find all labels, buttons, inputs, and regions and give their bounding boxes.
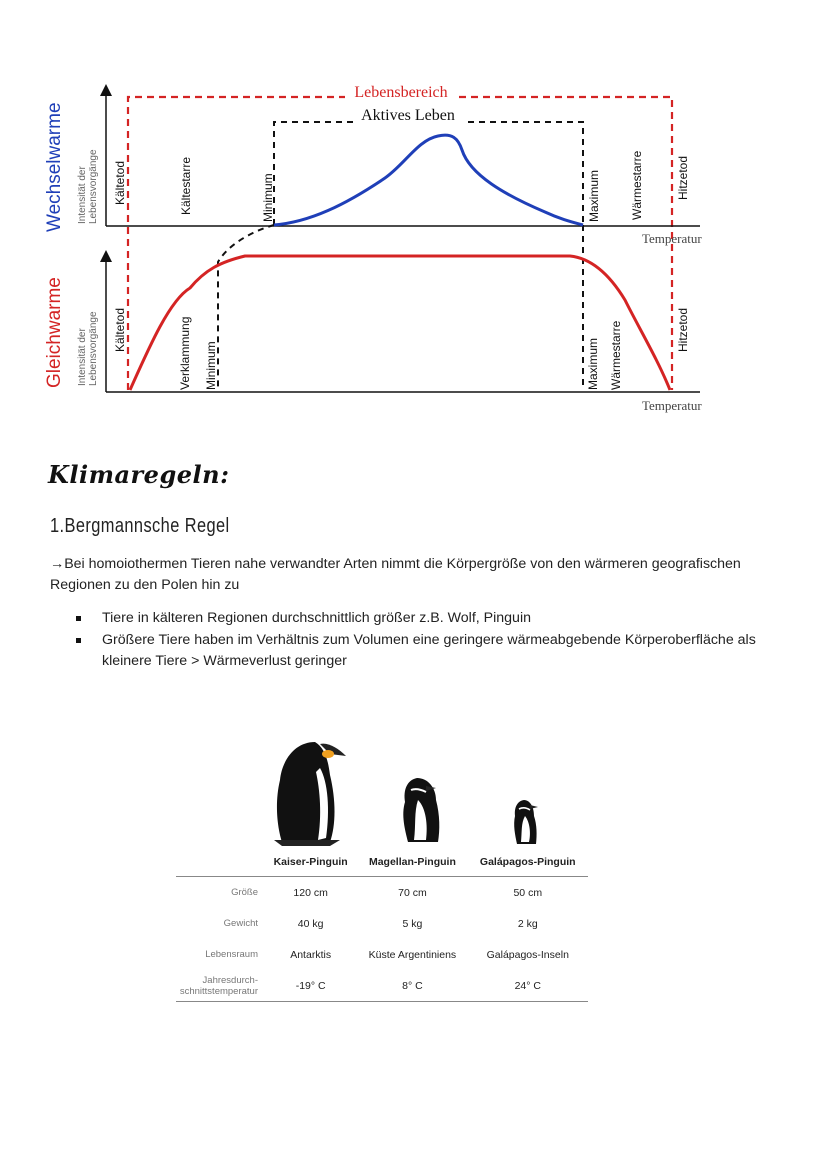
row-label: Größe <box>176 877 264 909</box>
aktives-leben-label: Aktives Leben <box>361 107 455 124</box>
row-label-line: schnittstemperatur <box>179 985 258 997</box>
magellan-pinguin-icon <box>403 778 439 842</box>
column-header: Kaiser-Pinguin <box>273 856 348 868</box>
top-minimum: Minimum <box>261 173 275 222</box>
rule-bullets <box>50 608 785 673</box>
top-maximum: Maximum <box>587 169 601 222</box>
table-cell: 24° C <box>468 970 588 1002</box>
top-kaeltetod: Kältetod <box>113 160 127 205</box>
top-axis-label-1: Intensität der <box>77 166 88 224</box>
bottom-axis-label-1: Intensität der <box>77 328 88 386</box>
penguin-comparison-table <box>176 852 588 1002</box>
galapagos-pinguin-icon <box>514 800 538 844</box>
bottom-x-axis-label: Temperatur <box>642 398 702 413</box>
column-header: Galápagos-Pinguin <box>479 856 576 868</box>
row-label <box>176 970 264 1002</box>
bottom-minimum: Minimum <box>204 341 218 390</box>
top-hitzetod: Hitzetod <box>676 155 690 200</box>
temperature-tolerance-diagram <box>0 0 828 430</box>
table-cell: Küste Argentiniens <box>368 948 457 961</box>
table-row <box>176 877 588 909</box>
table-cell: Galápagos-Inseln <box>486 948 569 961</box>
bottom-axis-label-2: Lebensvorgänge <box>88 311 99 386</box>
row-label: Gewicht <box>223 918 258 929</box>
table-cell: 50 cm <box>468 877 588 909</box>
bottom-hitzetod: Hitzetod <box>676 307 690 352</box>
table-row <box>176 970 588 1002</box>
gleichwarme-label: Gleichwarme <box>44 277 65 388</box>
table-cell: -19° C <box>264 970 357 1002</box>
bullet-item: Größere Tiere haben im Verhältnis zum Volumen eine geringere wärmeabgebende Körperoberfläche als kleinere Tiere > Wärmeverlust geringer <box>50 630 785 672</box>
table-cell: 5 kg <box>402 917 423 930</box>
column-header: Magellan-Pinguin <box>368 856 456 868</box>
bottom-kaeltetod: Kältetod <box>113 307 127 352</box>
page-heading: Klimaregeln: <box>48 460 230 489</box>
table-cell: 70 cm <box>357 877 467 909</box>
table-row <box>176 939 588 970</box>
table-cell: 8° C <box>357 970 467 1002</box>
top-axis-label-2: Lebensvorgänge <box>88 149 99 224</box>
bottom-verklammung: Verklammung <box>178 316 192 390</box>
table-cell: 2 kg <box>517 917 538 930</box>
table-cell: Antarktis <box>290 948 332 961</box>
bottom-maximum: Maximum <box>586 337 600 390</box>
top-waermestarre: Wärmestarre <box>630 150 644 220</box>
table-cell: 40 kg <box>297 917 324 930</box>
rule-text: →Bei homoiothermen Tieren nahe verwandter Arten nimmt die Körpergröße von den wärmeren geografischen Regionen zu den Polen hin zu <box>50 556 741 593</box>
top-kaeltestarre: Kältestarre <box>179 156 193 215</box>
bullet-item: Tiere in kälteren Regionen durchschnittlich größer z.B. Wolf, Pinguin <box>50 608 785 629</box>
wechselwarme-label: Wechselwarme <box>44 102 65 232</box>
rule-title: 1.Bergmannsche Regel <box>50 515 230 537</box>
kaiser-pinguin-icon <box>274 742 346 846</box>
wechselwarme-curve <box>274 135 583 225</box>
lebensbereich-label: Lebensbereich <box>354 84 448 101</box>
table-corner <box>176 852 264 877</box>
minimum-connector <box>218 225 274 390</box>
table-row <box>176 908 588 939</box>
bottom-waermestarre: Wärmestarre <box>609 320 623 390</box>
table-cell: 120 cm <box>264 877 357 909</box>
row-label: Lebensraum <box>205 949 258 960</box>
top-x-axis-label: Temperatur <box>642 231 702 246</box>
row-label-line: Jahresdurch- <box>202 974 258 986</box>
